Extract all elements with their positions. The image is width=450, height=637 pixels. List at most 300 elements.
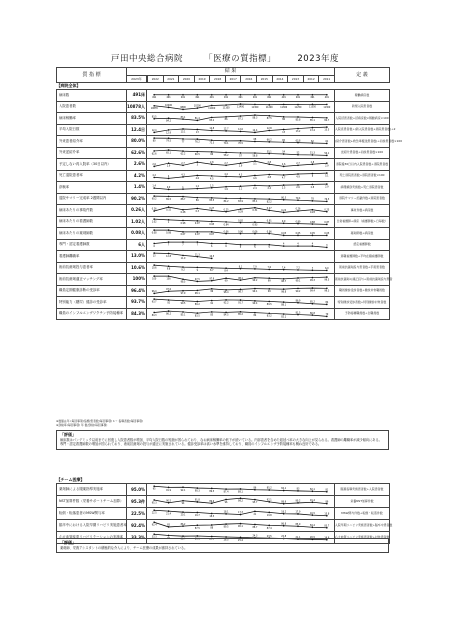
data-label: 82.2: [266, 199, 272, 204]
data-label: 0.06: [223, 230, 229, 234]
trend-sparkline: [147, 205, 334, 216]
indicator-definition: (紹介患者数+救急車搬送患者数)÷初診患者数×100: [335, 136, 390, 148]
data-label: 63.8: [295, 139, 301, 143]
data-label: 11350: [308, 105, 316, 109]
data-label: 4: [311, 242, 314, 246]
indicator-value: 0.08人: [127, 228, 147, 240]
data-label: 99.3: [324, 289, 330, 293]
data-label: 11300: [251, 105, 259, 109]
indicator-value: 22.5%: [127, 508, 147, 520]
data-label: 83.7: [324, 524, 330, 528]
trend-sparkline: [147, 240, 334, 251]
data-label: 99.1: [252, 289, 258, 293]
trend-sparkline: [147, 90, 334, 101]
data-label: 22.5: [151, 511, 157, 515]
indicator-definition: 退職看護師数÷平均在籍看護師数: [335, 251, 390, 263]
data-label: 82.1: [309, 487, 315, 491]
data-label: 90.1: [238, 525, 243, 529]
indicator-trend: [147, 239, 335, 251]
data-label: 4.9: [296, 174, 300, 178]
indicator-value: 84.3%: [127, 308, 147, 320]
indicator-row: [57, 136, 390, 148]
data-label: 4.7: [281, 175, 286, 179]
indicator-definition: 術前抗菌剤の適正投与÷術前抗菌剤投与患者: [335, 274, 390, 286]
indicator-row: [57, 262, 390, 274]
data-label: 9.2: [181, 267, 185, 271]
indicator-trend: [147, 216, 335, 228]
indicator-value: 80.0%: [127, 136, 147, 148]
indicator-trend: [147, 251, 335, 263]
data-label: 85.2: [266, 486, 272, 490]
data-label: 97.9: [180, 291, 186, 295]
data-label: 89.5: [209, 489, 215, 493]
data-label: 70.5: [238, 142, 243, 146]
trend-sparkline: [147, 286, 334, 297]
data-label: 2.8: [210, 160, 214, 165]
data-label: 88.9: [281, 500, 287, 504]
indicator-definition: 薬剤師数÷病床数: [335, 228, 390, 240]
year-label: 2018: [209, 76, 225, 82]
data-label: 0.28: [180, 211, 186, 215]
data-label: 90.5: [180, 302, 186, 306]
data-label: 18.5: [209, 514, 215, 519]
data-label: 7: [196, 242, 199, 246]
data-label: 2.7: [224, 161, 228, 166]
data-label: 5: [254, 245, 256, 249]
indicator-header: 質 指 標: [57, 68, 127, 83]
data-label: 87.5: [266, 117, 272, 121]
data-label: 10.6: [151, 265, 157, 269]
data-label: 11250: [294, 105, 302, 109]
data-label: 77: [181, 140, 185, 144]
data-label: 491: [224, 96, 229, 100]
data-label: 89.5: [223, 525, 229, 529]
data-label: 0.26: [151, 207, 157, 211]
data-label: 0.06: [266, 230, 272, 234]
indicator-name: 術前抗菌剤適正マッチング率: [57, 274, 127, 286]
data-label: 83: [296, 487, 300, 491]
indicator-trend: [147, 90, 335, 102]
data-label: 86.2: [166, 311, 172, 315]
data-label: 8.7: [210, 268, 214, 272]
year-label: 2016: [240, 76, 256, 82]
data-label: 16.5: [309, 511, 315, 515]
data-label: 95: [152, 487, 156, 491]
data-label: 28.4: [180, 537, 186, 541]
data-label: 98.5: [180, 280, 186, 284]
data-label: 88.7: [180, 197, 186, 201]
data-label: 91.8: [194, 498, 200, 502]
page-title: [0, 52, 450, 64]
data-label: 7.6: [267, 265, 271, 269]
indicator-value: 13.0%: [127, 251, 147, 263]
data-label: 99: [267, 289, 271, 293]
data-label: 62.6: [151, 151, 157, 155]
data-label: 21.1: [295, 535, 301, 539]
data-label: 92.1: [180, 488, 186, 492]
data-label: 0.32: [166, 208, 172, 212]
year-label: 2014: [272, 76, 288, 82]
year-current: 2023年: [127, 76, 147, 83]
data-label: 2.8: [267, 160, 271, 165]
data-label: 20.5: [309, 535, 315, 540]
indicator-name: 専門・認定看護師数: [57, 239, 127, 251]
trend-sparkline: [147, 182, 334, 193]
data-label: 12.6: [238, 127, 243, 131]
trend-sparkline: [147, 125, 334, 136]
data-label: 82.1: [281, 314, 287, 318]
indicator-trend: [147, 113, 335, 125]
data-label: 85: [210, 312, 214, 316]
indicator-value: 10.6%: [127, 262, 147, 274]
indicator-row: [57, 285, 390, 297]
indicator-definition: 栄養NST加算件数: [335, 496, 390, 508]
indicator-trend: [147, 496, 335, 508]
indicator-definition: 認定看護師数: [335, 239, 390, 251]
data-label: 23.5: [266, 534, 272, 538]
indicator-name: 心大血管疾患リハビリテーションの実施率: [57, 532, 127, 544]
year-label: 2012: [303, 76, 319, 82]
data-label: 0.28: [309, 211, 315, 215]
data-label: 0.25: [324, 208, 330, 212]
data-label: 4.2: [152, 173, 156, 177]
data-label: 88.3: [252, 116, 258, 120]
data-label: 0.94: [223, 222, 229, 226]
trend-sparkline: [147, 228, 334, 239]
data-label: 0.93: [252, 223, 258, 227]
data-label: 10400: [165, 103, 173, 107]
data-label: 52: [296, 150, 300, 154]
data-label: 2.8: [310, 185, 315, 189]
data-label: 4.5: [210, 176, 214, 180]
data-label: 0.3: [195, 209, 200, 213]
section-row: [57, 83, 390, 90]
data-label: 12.8: [166, 254, 172, 258]
data-label: 7.2: [296, 266, 300, 270]
data-label: 1.02: [151, 219, 157, 223]
data-label: 99.4: [309, 288, 315, 292]
data-label: 13: [282, 130, 286, 134]
data-label: 90.5: [166, 499, 172, 503]
indicator-row: [57, 90, 390, 102]
indicator-name: 外来逆紹介率: [57, 147, 127, 159]
indicator-trend: [147, 520, 335, 532]
indicator-name: 退院サマリー完成率 2週間以内: [57, 193, 127, 205]
data-label: 86: [253, 486, 257, 490]
data-label: 92.1: [266, 498, 272, 502]
data-label: 11000: [208, 106, 216, 110]
indicator-name: 薬剤師による服薬指導実施率: [57, 484, 127, 496]
indicator-row: [57, 193, 390, 205]
indicator-trend: [147, 147, 335, 159]
data-label: 7: [167, 242, 170, 246]
data-label: 97.8: [209, 277, 215, 281]
trend-sparkline: [147, 520, 334, 531]
indicator-trend: [147, 205, 335, 217]
data-label: 13.4: [309, 128, 315, 132]
data-label: 12.4: [252, 128, 258, 132]
indicator-name: 予定しない再入院率（30日以内）: [57, 159, 127, 171]
data-label: 8.1: [238, 264, 243, 268]
footnote: ※数値は年 (毎回事項)指標/患者数(毎回事項) 1～ 指導者数(毎回事項): [56, 419, 143, 423]
data-label: 86.2: [180, 522, 186, 526]
data-label: 30: [167, 536, 170, 541]
indicator-row: [57, 484, 390, 496]
data-label: 11200: [265, 105, 273, 109]
indicator-value: 2.6%: [127, 159, 147, 171]
data-label: 80.5: [281, 195, 287, 200]
indicator-name: 特別能力（糖尿）健診の受診率: [57, 297, 127, 309]
data-label: 72.3: [209, 141, 215, 145]
indicator-value: 1.4%: [127, 182, 147, 194]
evaluation-heading: 「評価」: [60, 432, 76, 437]
data-label: 1.4: [152, 184, 156, 188]
data-label: 11.3: [194, 253, 200, 257]
team-care-table: [56, 477, 393, 544]
data-label: 5: [311, 174, 314, 178]
data-label: 4: [282, 242, 285, 246]
data-label: 24.3: [252, 534, 258, 538]
data-label: 491: [324, 96, 329, 100]
team-evaluation-heading: 「評価」: [60, 540, 76, 545]
indicator-trend: [147, 285, 335, 297]
data-label: 84.7: [324, 119, 330, 123]
indicator-definition: 死亡退院患者数÷退院患者数×100: [335, 170, 390, 182]
data-label: 21.4: [166, 512, 172, 516]
trend-sparkline: [147, 251, 334, 262]
data-label: 4.6: [195, 176, 200, 180]
indicator-value: 4.2%: [127, 170, 147, 182]
indicator-name: 看護師離職率: [57, 251, 127, 263]
data-label: 0.05: [324, 232, 330, 236]
year-label: 2020: [178, 76, 194, 82]
data-label: 85.9: [295, 522, 301, 526]
data-label: 0.07: [180, 233, 186, 237]
indicator-definition: 病理解剖実施数÷死亡退院患者数: [335, 182, 390, 194]
indicator-name: 死亡退院患者率: [57, 170, 127, 182]
trend-sparkline: [147, 148, 334, 159]
data-label: 83.5: [194, 313, 200, 317]
data-label: 85.2: [238, 312, 243, 316]
indicator-trend: [147, 228, 335, 240]
indicator-trend: [147, 159, 335, 171]
data-label: 81: [325, 488, 329, 492]
data-label: 491: [267, 96, 272, 100]
indicator-trend: [147, 182, 335, 194]
indicator-definition: 特別健診受診者数÷特別健診対象者数: [335, 297, 390, 309]
data-label: 491: [310, 96, 315, 100]
data-label: 84.4: [309, 523, 315, 527]
data-label: 25.4: [238, 538, 243, 542]
indicator-name: 入院患者数: [57, 101, 127, 113]
data-label: 90.3: [194, 489, 200, 493]
trend-sparkline: [147, 274, 334, 285]
data-label: 96.4: [151, 289, 157, 293]
data-label: 2.5: [281, 186, 286, 190]
indicator-trend: [147, 484, 335, 496]
data-label: 83.1: [252, 199, 258, 203]
indicator-value: 96.4%: [127, 285, 147, 297]
data-label: 21: [253, 512, 257, 516]
data-label: 86.8: [281, 522, 287, 526]
data-label: 98.7: [238, 290, 243, 294]
indicator-value: 95.3件: [127, 496, 147, 508]
indicator-trend: [147, 193, 335, 205]
data-label: 87.4: [223, 490, 229, 494]
indicator-value: 33.3%: [127, 532, 147, 544]
indicator-definition: 予防接種職員数÷全職員数: [335, 308, 390, 320]
data-label: 2.6: [152, 163, 156, 167]
indicator-value: 93.7%: [127, 297, 147, 309]
data-label: 9.8: [166, 267, 171, 271]
data-label: 99: [224, 279, 228, 283]
data-label: 2.2: [267, 187, 271, 191]
data-label: 12.8: [266, 126, 272, 130]
data-label: 89.5: [266, 302, 272, 306]
indicator-name: 外来患者紹介率: [57, 136, 127, 148]
year-labels: [147, 76, 335, 83]
data-label: 0.07: [194, 233, 200, 237]
definition-header: 定 義: [335, 68, 390, 83]
data-label: 2.7: [181, 161, 185, 166]
data-label: 85.2: [209, 118, 215, 122]
footnote: ※剖検率(毎回事項) 年 数/剖検(毎回事項): [56, 423, 108, 427]
data-label: 17.9: [295, 510, 301, 514]
data-label: 491: [152, 96, 157, 100]
data-label: 0.25: [223, 208, 229, 212]
data-label: 83.5: [151, 115, 157, 119]
data-label: 0.31: [252, 209, 258, 213]
data-label: 62: [311, 139, 314, 143]
data-label: 99: [210, 289, 214, 293]
data-label: 99.2: [295, 289, 301, 293]
data-label: 10.5: [209, 255, 215, 259]
data-label: 19.8: [266, 513, 272, 517]
data-label: 84.2: [166, 119, 172, 123]
data-label: 26.5: [223, 538, 229, 542]
data-label: 491: [180, 96, 186, 100]
indicator-value: 12.4日: [127, 124, 147, 136]
data-label: 76.2: [194, 140, 200, 144]
year-label: 2017: [225, 76, 241, 82]
data-label: 51.3: [309, 151, 315, 155]
indicator-row: [57, 113, 390, 125]
data-label: 76.5: [324, 197, 330, 201]
indicator-definition: 退院サマリー記載件数÷退院患者数: [335, 193, 390, 205]
data-label: 60.5: [194, 152, 200, 156]
data-label: 11300: [280, 105, 288, 109]
data-label: 7: [311, 266, 314, 270]
data-label: 0.26: [295, 207, 301, 211]
data-label: 0.95: [209, 222, 215, 226]
data-label: 81.5: [295, 310, 301, 314]
section-title: 【チーム医療】: [56, 477, 85, 482]
data-label: 60: [210, 152, 214, 156]
indicator-definition: 日常看護師÷病床（看護師数÷日毎数）: [335, 216, 390, 228]
data-label: 79.4: [295, 196, 301, 200]
data-label: 85.1: [309, 118, 315, 122]
data-label: 17.3: [238, 511, 243, 515]
indicator-value: 10878人: [127, 101, 147, 113]
data-label: 98.4: [223, 290, 229, 294]
data-label: 4.6: [253, 176, 257, 180]
data-label: 0.88: [309, 220, 315, 224]
indicator-name: 転倒・転落患者のMSW関与率: [57, 508, 127, 520]
indicator-value: 100%: [127, 274, 147, 286]
data-label: 7.9: [253, 265, 257, 269]
indicator-row: [57, 251, 390, 263]
indicator-value: 83.5%: [127, 113, 147, 125]
data-label: 98.8: [281, 289, 287, 294]
data-label: 0.29: [238, 210, 243, 214]
year-label: 2019: [194, 76, 210, 82]
data-label: 84.3: [151, 313, 157, 317]
indicator-name: 病床稼働率: [57, 113, 127, 125]
trend-sparkline: [147, 171, 334, 182]
data-label: 10878: [150, 106, 158, 110]
indicator-name: 病床数: [57, 90, 127, 102]
data-label: 5: [268, 245, 270, 249]
data-label: 99.5: [324, 278, 330, 282]
data-label: 2.9: [238, 164, 243, 168]
data-label: 0.05: [309, 232, 315, 236]
indicator-value: 491床: [127, 90, 147, 102]
data-label: 3.1: [253, 162, 257, 166]
data-label: 0.87: [324, 220, 330, 224]
indicator-row: [57, 170, 390, 182]
trend-sparkline: [147, 102, 334, 113]
indicator-value: 6人: [127, 239, 147, 251]
data-label: 100: [152, 277, 157, 281]
indicator-row: [57, 159, 390, 171]
hospital-name: 戸田中央総合病院: [110, 54, 183, 64]
data-label: 99.3: [309, 278, 315, 282]
fiscal-year: 2023年度: [297, 54, 340, 64]
data-label: 62.2: [180, 151, 186, 156]
data-label: 85: [167, 523, 170, 527]
data-label: 4.3: [181, 173, 185, 177]
data-label: 89: [325, 500, 329, 504]
data-label: 90.4: [252, 302, 258, 306]
indicator-definition: 逆紹介患者数÷初診患者数×100: [335, 147, 390, 159]
trend-sparkline: [147, 496, 334, 507]
indicator-value: 62.6%: [127, 147, 147, 159]
evaluation-box: [56, 430, 389, 450]
data-label: 2.6: [296, 186, 300, 190]
data-label: 11.9: [180, 256, 186, 260]
trend-sparkline: [147, 113, 334, 124]
data-label: 3: [326, 243, 328, 247]
trend-sparkline: [147, 136, 334, 147]
data-label: 2.6: [281, 163, 286, 167]
data-label: 0.27: [209, 207, 215, 211]
data-label: 4: [297, 242, 299, 246]
data-label: 4.4: [224, 172, 228, 176]
data-label: 87.5: [194, 526, 200, 530]
data-label: 4.8: [267, 175, 271, 179]
data-label: 83.2: [266, 314, 272, 318]
data-label: 84.5: [223, 313, 229, 317]
data-label: 0.97: [194, 221, 200, 225]
data-label: 0.92: [238, 218, 243, 222]
indicator-row: [57, 297, 390, 309]
data-label: 78: [311, 197, 314, 201]
data-label: 1.9: [224, 188, 228, 192]
data-label: 12.7: [223, 127, 229, 131]
data-label: 19.7: [194, 513, 200, 518]
data-label: 98.7: [281, 280, 287, 284]
data-label: 84: [253, 313, 257, 317]
